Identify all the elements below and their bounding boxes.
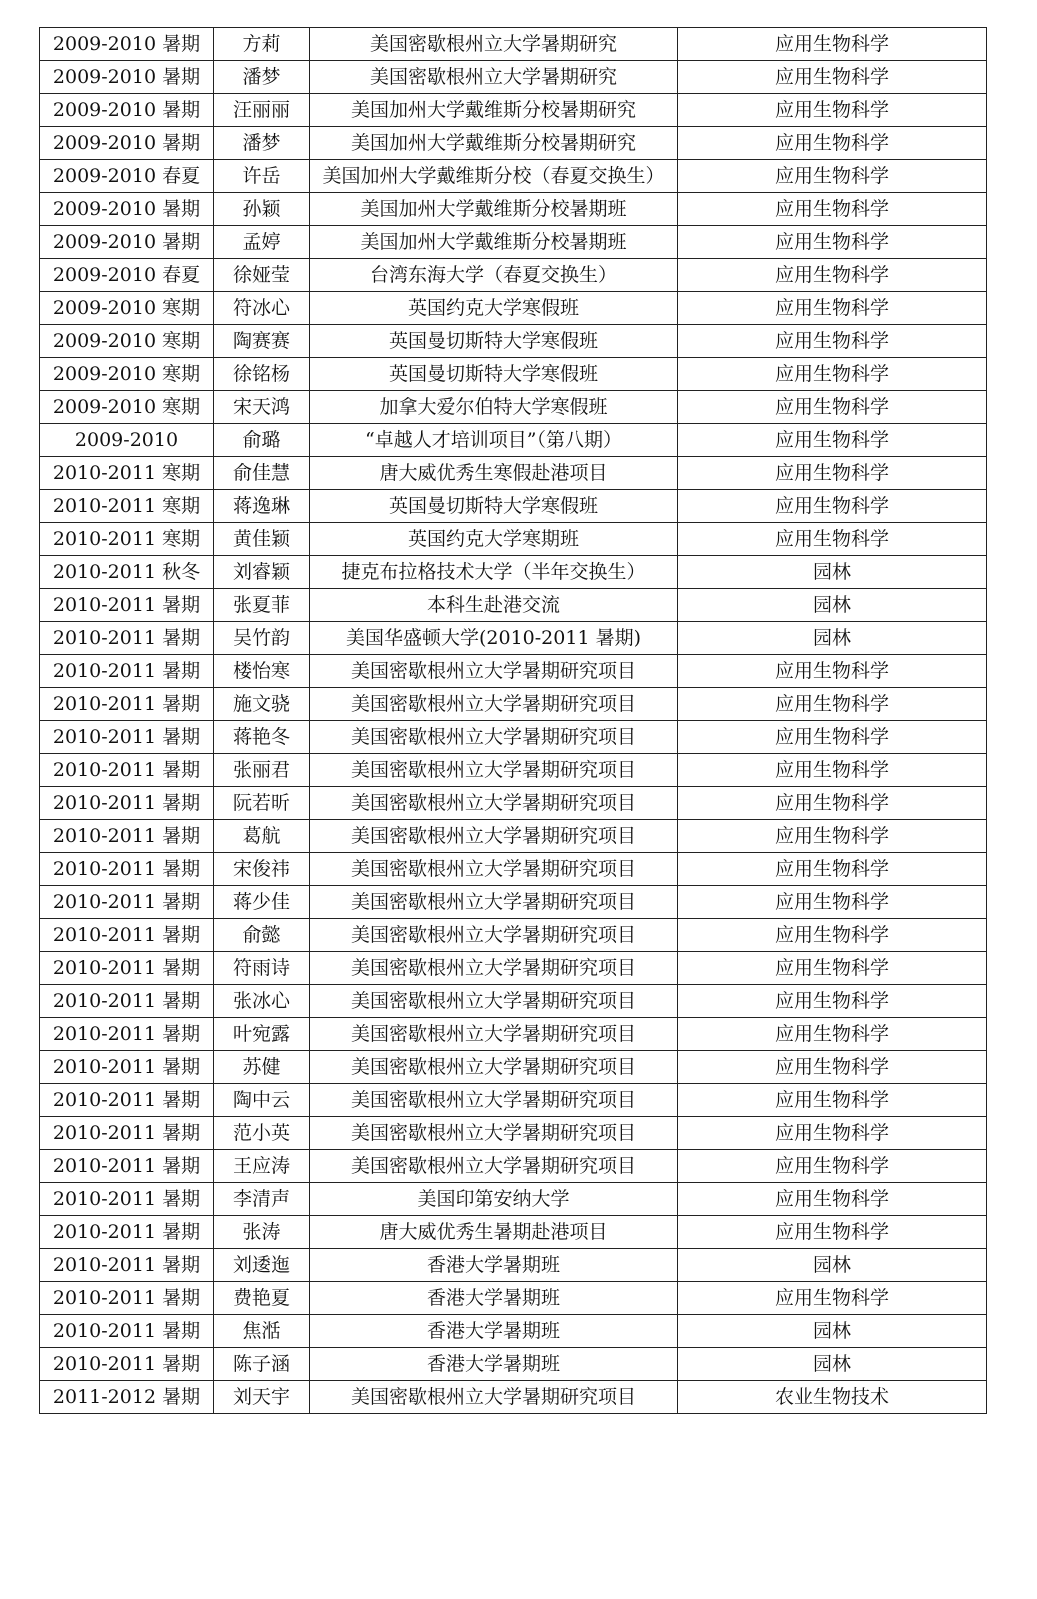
table-row <box>40 61 987 94</box>
program-cell: 台湾东海大学（春夏交换生） <box>310 259 678 292</box>
term-cell: 2009-2010 暑期 <box>40 94 214 127</box>
major-cell: 应用生物科学 <box>678 424 987 457</box>
major-cell: 园林 <box>678 1249 987 1282</box>
term-cell: 2010-2011 暑期 <box>40 1282 214 1315</box>
name-cell: 蒋逸琳 <box>214 490 310 523</box>
program-cell: 美国密歇根州立大学暑期研究项目 <box>310 820 678 853</box>
major-cell: 应用生物科学 <box>678 226 987 259</box>
major-cell: 应用生物科学 <box>678 325 987 358</box>
table-row <box>40 688 987 721</box>
name-cell: 蒋艳冬 <box>214 721 310 754</box>
major-cell: 应用生物科学 <box>678 1117 987 1150</box>
major-cell: 应用生物科学 <box>678 853 987 886</box>
term-cell: 2010-2011 暑期 <box>40 1117 214 1150</box>
table-row <box>40 589 987 622</box>
major-cell: 应用生物科学 <box>678 1084 987 1117</box>
table-row <box>40 721 987 754</box>
term-cell: 2009-2010 春夏 <box>40 160 214 193</box>
major-cell: 应用生物科学 <box>678 94 987 127</box>
major-cell: 应用生物科学 <box>678 160 987 193</box>
program-cell: 美国加州大学戴维斯分校（春夏交换生） <box>310 160 678 193</box>
term-cell: 2009-2010 暑期 <box>40 28 214 61</box>
term-cell: 2010-2011 暑期 <box>40 1348 214 1381</box>
table-row <box>40 985 987 1018</box>
table-row <box>40 1315 987 1348</box>
program-cell: 美国密歇根州立大学暑期研究项目 <box>310 688 678 721</box>
table-row <box>40 1348 987 1381</box>
program-cell: 美国密歇根州立大学暑期研究 <box>310 28 678 61</box>
table-row <box>40 1018 987 1051</box>
major-cell: 应用生物科学 <box>678 1018 987 1051</box>
name-cell: 吴竹韵 <box>214 622 310 655</box>
name-cell: 宋俊祎 <box>214 853 310 886</box>
table-row <box>40 94 987 127</box>
term-cell: 2009-2010 暑期 <box>40 193 214 226</box>
program-cell: “卓越人才培训项目”（第八期） <box>310 424 678 457</box>
program-cell: 英国曼切斯特大学寒假班 <box>310 325 678 358</box>
major-cell: 应用生物科学 <box>678 1216 987 1249</box>
table-row <box>40 820 987 853</box>
name-cell: 陈子涵 <box>214 1348 310 1381</box>
name-cell: 焦湉 <box>214 1315 310 1348</box>
term-cell: 2010-2011 秋冬 <box>40 556 214 589</box>
table-row <box>40 1051 987 1084</box>
term-cell: 2009-2010 寒期 <box>40 358 214 391</box>
program-cell: 美国加州大学戴维斯分校暑期研究 <box>310 94 678 127</box>
name-cell: 汪丽丽 <box>214 94 310 127</box>
table-row <box>40 457 987 490</box>
table-row <box>40 226 987 259</box>
name-cell: 符冰心 <box>214 292 310 325</box>
table-row <box>40 160 987 193</box>
term-cell: 2009-2010 春夏 <box>40 259 214 292</box>
major-cell: 应用生物科学 <box>678 358 987 391</box>
name-cell: 陶赛赛 <box>214 325 310 358</box>
table-row <box>40 424 987 457</box>
major-cell: 应用生物科学 <box>678 490 987 523</box>
major-cell: 应用生物科学 <box>678 886 987 919</box>
table-row <box>40 127 987 160</box>
name-cell: 俞佳慧 <box>214 457 310 490</box>
program-cell: 美国印第安纳大学 <box>310 1183 678 1216</box>
name-cell: 俞璐 <box>214 424 310 457</box>
term-cell: 2009-2010 寒期 <box>40 292 214 325</box>
program-cell: 美国密歇根州立大学暑期研究项目 <box>310 655 678 688</box>
table-row <box>40 1084 987 1117</box>
term-cell: 2010-2011 暑期 <box>40 985 214 1018</box>
table-row <box>40 1216 987 1249</box>
term-cell: 2009-2010 寒期 <box>40 325 214 358</box>
program-cell: 美国密歇根州立大学暑期研究项目 <box>310 952 678 985</box>
name-cell: 宋天鸿 <box>214 391 310 424</box>
program-cell: 美国加州大学戴维斯分校暑期班 <box>310 193 678 226</box>
program-cell: 美国密歇根州立大学暑期研究 <box>310 61 678 94</box>
major-cell: 应用生物科学 <box>678 952 987 985</box>
major-cell: 应用生物科学 <box>678 721 987 754</box>
name-cell: 张冰心 <box>214 985 310 1018</box>
term-cell: 2010-2011 暑期 <box>40 1018 214 1051</box>
term-cell: 2010-2011 暑期 <box>40 1183 214 1216</box>
term-cell: 2010-2011 暑期 <box>40 853 214 886</box>
major-cell: 园林 <box>678 589 987 622</box>
major-cell: 园林 <box>678 1315 987 1348</box>
major-cell: 应用生物科学 <box>678 259 987 292</box>
name-cell: 俞懿 <box>214 919 310 952</box>
program-cell: 英国曼切斯特大学寒假班 <box>310 490 678 523</box>
table-row <box>40 1249 987 1282</box>
name-cell: 范小英 <box>214 1117 310 1150</box>
table-row <box>40 28 987 61</box>
program-cell: 美国密歇根州立大学暑期研究项目 <box>310 985 678 1018</box>
table-row <box>40 1183 987 1216</box>
major-cell: 应用生物科学 <box>678 688 987 721</box>
major-cell: 应用生物科学 <box>678 985 987 1018</box>
name-cell: 张丽君 <box>214 754 310 787</box>
program-cell: 美国密歇根州立大学暑期研究项目 <box>310 1018 678 1051</box>
table-row <box>40 391 987 424</box>
table-row <box>40 490 987 523</box>
program-cell: 香港大学暑期班 <box>310 1348 678 1381</box>
name-cell: 叶宛露 <box>214 1018 310 1051</box>
name-cell: 费艳夏 <box>214 1282 310 1315</box>
program-cell: 美国密歇根州立大学暑期研究项目 <box>310 1051 678 1084</box>
name-cell: 徐娅莹 <box>214 259 310 292</box>
table-row <box>40 886 987 919</box>
major-cell: 园林 <box>678 1348 987 1381</box>
program-cell: 美国华盛顿大学(2010-2011 暑期) <box>310 622 678 655</box>
program-cell: 英国曼切斯特大学寒假班 <box>310 358 678 391</box>
term-cell: 2010-2011 暑期 <box>40 952 214 985</box>
name-cell: 徐铭杨 <box>214 358 310 391</box>
term-cell: 2010-2011 暑期 <box>40 1084 214 1117</box>
name-cell: 蒋少佳 <box>214 886 310 919</box>
major-cell: 应用生物科学 <box>678 523 987 556</box>
term-cell: 2010-2011 暑期 <box>40 622 214 655</box>
name-cell: 刘逶迤 <box>214 1249 310 1282</box>
program-cell: 本科生赴港交流 <box>310 589 678 622</box>
table-row <box>40 259 987 292</box>
name-cell: 刘天宇 <box>214 1381 310 1414</box>
name-cell: 施文骁 <box>214 688 310 721</box>
name-cell: 张夏菲 <box>214 589 310 622</box>
name-cell: 孟婷 <box>214 226 310 259</box>
major-cell: 应用生物科学 <box>678 1051 987 1084</box>
table-row <box>40 787 987 820</box>
table-row <box>40 193 987 226</box>
program-cell: 美国密歇根州立大学暑期研究项目 <box>310 919 678 952</box>
exchange-records-table <box>39 27 987 1414</box>
table-row <box>40 523 987 556</box>
program-cell: 美国密歇根州立大学暑期研究项目 <box>310 1084 678 1117</box>
name-cell: 孙颖 <box>214 193 310 226</box>
program-cell: 美国密歇根州立大学暑期研究项目 <box>310 886 678 919</box>
major-cell: 应用生物科学 <box>678 1282 987 1315</box>
term-cell: 2009-2010 <box>40 424 214 457</box>
table-row <box>40 919 987 952</box>
program-cell: 加拿大爱尔伯特大学寒假班 <box>310 391 678 424</box>
term-cell: 2009-2010 暑期 <box>40 61 214 94</box>
name-cell: 苏健 <box>214 1051 310 1084</box>
major-cell: 应用生物科学 <box>678 787 987 820</box>
term-cell: 2010-2011 暑期 <box>40 1051 214 1084</box>
table-row <box>40 292 987 325</box>
major-cell: 应用生物科学 <box>678 28 987 61</box>
name-cell: 张涛 <box>214 1216 310 1249</box>
table-row <box>40 1282 987 1315</box>
program-cell: 捷克布拉格技术大学（半年交换生） <box>310 556 678 589</box>
program-cell: 美国加州大学戴维斯分校暑期班 <box>310 226 678 259</box>
program-cell: 英国约克大学寒假班 <box>310 292 678 325</box>
name-cell: 刘睿颖 <box>214 556 310 589</box>
major-cell: 应用生物科学 <box>678 127 987 160</box>
term-cell: 2010-2011 暑期 <box>40 721 214 754</box>
term-cell: 2011-2012 暑期 <box>40 1381 214 1414</box>
program-cell: 唐大威优秀生寒假赴港项目 <box>310 457 678 490</box>
name-cell: 符雨诗 <box>214 952 310 985</box>
term-cell: 2010-2011 暑期 <box>40 1150 214 1183</box>
table-row <box>40 556 987 589</box>
major-cell: 园林 <box>678 556 987 589</box>
term-cell: 2009-2010 暑期 <box>40 226 214 259</box>
term-cell: 2010-2011 暑期 <box>40 919 214 952</box>
name-cell: 方莉 <box>214 28 310 61</box>
term-cell: 2010-2011 暑期 <box>40 1249 214 1282</box>
major-cell: 农业生物技术 <box>678 1381 987 1414</box>
table-body <box>40 28 987 1414</box>
table-row <box>40 358 987 391</box>
program-cell: 美国密歇根州立大学暑期研究项目 <box>310 1117 678 1150</box>
table-row <box>40 952 987 985</box>
table-row <box>40 1117 987 1150</box>
name-cell: 黄佳颖 <box>214 523 310 556</box>
name-cell: 楼怡寒 <box>214 655 310 688</box>
program-cell: 唐大威优秀生暑期赴港项目 <box>310 1216 678 1249</box>
major-cell: 应用生物科学 <box>678 919 987 952</box>
name-cell: 许岳 <box>214 160 310 193</box>
term-cell: 2010-2011 寒期 <box>40 523 214 556</box>
program-cell: 香港大学暑期班 <box>310 1315 678 1348</box>
table-row <box>40 754 987 787</box>
major-cell: 应用生物科学 <box>678 391 987 424</box>
program-cell: 英国约克大学寒期班 <box>310 523 678 556</box>
major-cell: 应用生物科学 <box>678 1183 987 1216</box>
term-cell: 2009-2010 暑期 <box>40 127 214 160</box>
table-row <box>40 853 987 886</box>
major-cell: 应用生物科学 <box>678 457 987 490</box>
major-cell: 应用生物科学 <box>678 754 987 787</box>
term-cell: 2010-2011 寒期 <box>40 457 214 490</box>
major-cell: 应用生物科学 <box>678 1150 987 1183</box>
term-cell: 2010-2011 暑期 <box>40 688 214 721</box>
program-cell: 美国密歇根州立大学暑期研究项目 <box>310 853 678 886</box>
program-cell: 美国密歇根州立大学暑期研究项目 <box>310 787 678 820</box>
major-cell: 应用生物科学 <box>678 292 987 325</box>
term-cell: 2010-2011 暑期 <box>40 1216 214 1249</box>
table-row <box>40 622 987 655</box>
major-cell: 应用生物科学 <box>678 193 987 226</box>
term-cell: 2010-2011 寒期 <box>40 490 214 523</box>
term-cell: 2009-2010 寒期 <box>40 391 214 424</box>
program-cell: 美国密歇根州立大学暑期研究项目 <box>310 721 678 754</box>
program-cell: 美国密歇根州立大学暑期研究项目 <box>310 1150 678 1183</box>
program-cell: 美国密歇根州立大学暑期研究项目 <box>310 754 678 787</box>
name-cell: 潘梦 <box>214 61 310 94</box>
name-cell: 潘梦 <box>214 127 310 160</box>
name-cell: 王应涛 <box>214 1150 310 1183</box>
term-cell: 2010-2011 暑期 <box>40 589 214 622</box>
term-cell: 2010-2011 暑期 <box>40 787 214 820</box>
program-cell: 香港大学暑期班 <box>310 1249 678 1282</box>
table-row <box>40 325 987 358</box>
table-row <box>40 1381 987 1414</box>
major-cell: 应用生物科学 <box>678 655 987 688</box>
table-row <box>40 1150 987 1183</box>
term-cell: 2010-2011 暑期 <box>40 820 214 853</box>
term-cell: 2010-2011 暑期 <box>40 886 214 919</box>
term-cell: 2010-2011 暑期 <box>40 1315 214 1348</box>
name-cell: 陶中云 <box>214 1084 310 1117</box>
name-cell: 李清声 <box>214 1183 310 1216</box>
program-cell: 美国密歇根州立大学暑期研究项目 <box>310 1381 678 1414</box>
program-cell: 香港大学暑期班 <box>310 1282 678 1315</box>
table-row <box>40 655 987 688</box>
name-cell: 葛航 <box>214 820 310 853</box>
name-cell: 阮若昕 <box>214 787 310 820</box>
term-cell: 2010-2011 暑期 <box>40 655 214 688</box>
major-cell: 应用生物科学 <box>678 820 987 853</box>
program-cell: 美国加州大学戴维斯分校暑期研究 <box>310 127 678 160</box>
major-cell: 园林 <box>678 622 987 655</box>
major-cell: 应用生物科学 <box>678 61 987 94</box>
term-cell: 2010-2011 暑期 <box>40 754 214 787</box>
